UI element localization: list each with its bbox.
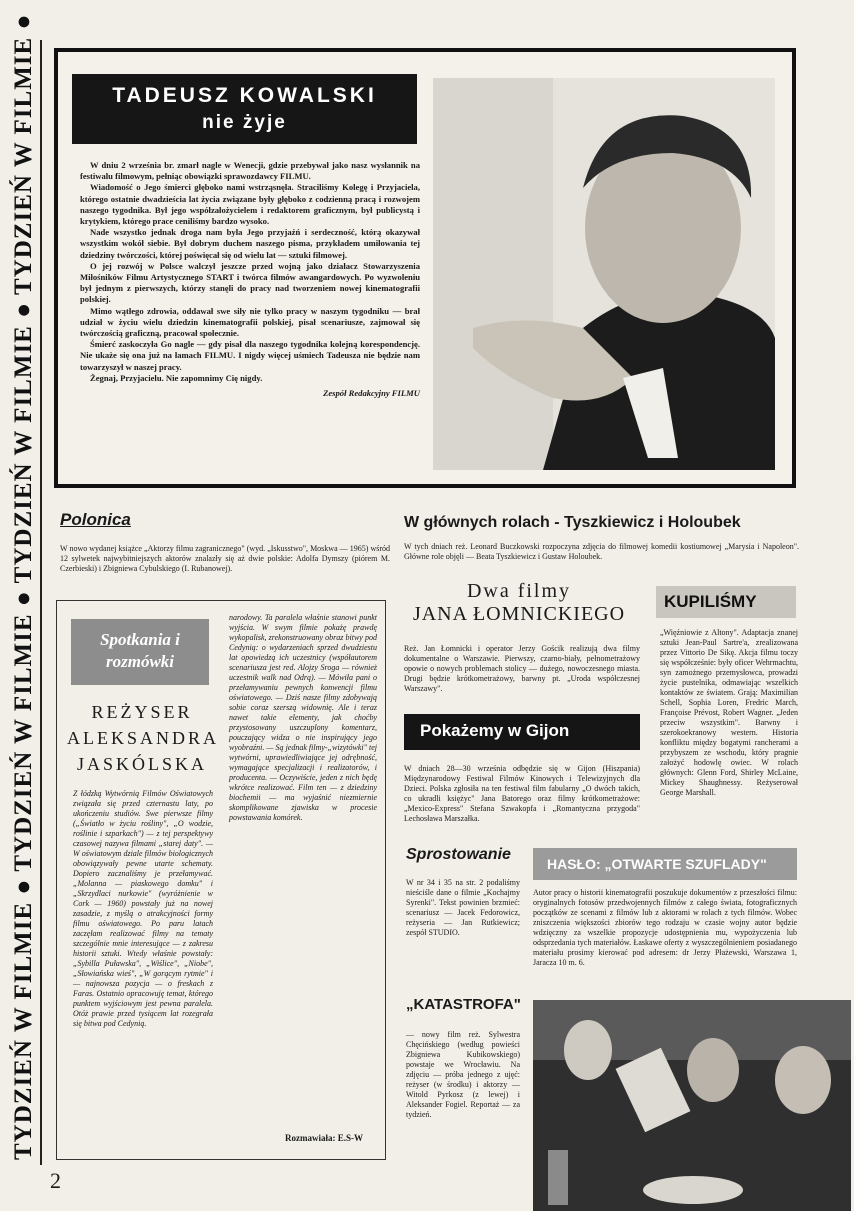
page-number: 2: [50, 1168, 61, 1193]
obituary-title-block: [72, 74, 417, 144]
polonica-text: W nowo wydanej książce „Aktorzy filmu zagranicznego" (wyd. „Iskusstwo", Moskwa — 1965) wśród 12 sylwetek najwybitniejszych aktorów znalazły się aż dwie polskie: Adolfa Dymszy (piórem M. Czerbieski) i Zbigniewa Cybulskiego (I. Rubanowej).: [60, 544, 390, 573]
sidebar-rule: [40, 40, 42, 1165]
sprostowanie-text: W nr 34 i 35 na str. 2 podaliśmy nieściśle dane o filmie „Kochajmy Syrenki". Tekst powinien brzmieć: scenariusz — Jacek Fedorowicz, reżyseria — Jan Rutkiewicz; zespół STUDIO.: [406, 878, 520, 937]
obituary-paragraph: Śmierć zaskoczyła Go nagle — gdy pisał dla naszego tygodnika kolejną korespondencję. Nie ukaże się ona już na łamach FILMU. I nigdy więcej uśmiech Tadeusza nie będzie nam towarzyszył w naszej pracy.: [80, 339, 420, 372]
lomnicki-header: [404, 580, 634, 626]
sidebar: [0, 0, 48, 1211]
obituary-paragraph: Wiadomość o Jego śmierci głęboko nami wstrząsnęła. Straciliśmy Kolegę i Przyjaciela, którego ostatnie dwadzieścia lat życia związane były głęboko z codzienną pracą i rozwojem naszego tygodnika. Był jego współzałożycielem i redaktorem graficznym, był publicystą i krytykiem, którego prace ceniliśmy bardzo wysoko.: [80, 182, 420, 227]
interview-column-1: Z łódzką Wytwórnią Filmów Oświatowych związała się przed czternastu laty, po ukończeniu studiów. Swe pierwsze filmy („Światło w życiu rośliny", „O wodzie, roślinie i szparkach") — z tej perspektywy czasowej nazywa filmami „starej daty". — W oświatowym dziale filmów biologicznych obowiązywały pewne utarte schematy. Dopiero zacznaliśmy je przełamywać. „Molanna — piaskowego domku" i „Skrzydlaci nurkowie" (wyróżnienie w Cork — 1960) powstały już na nowej zasadzie, z myślą o atrakcyjności formy filmu oświatowego. Po paru latach zaczęłam realizować filmy na tematy szczególnie mnie interesujące — z zakresu historii sztuki. Wtedy właśnie powstały: „Sybilla Puławska", „Wiślice", „Niobe", „Słowiańska wieś", „W gorącym rytmie" i — najnowsza pozycja — o freskach z Faras. Ostatnio opracowuję temat, którego punktem wyjściowym jest pewna paralela. Otóż prawie przed tysiącem lat rozegrała się bitwa pod Cedynią.: [73, 789, 213, 1028]
roles-text: W tych dniach reż. Leonard Buczkowski rozpoczyna zdjęcia do filmowej komedii kostiumowej „Marysia i Napoleon". Główne role objęli — Beata Tyszkiewicz i Gustaw Holoubek.: [404, 542, 799, 561]
obituary-paragraph: Nade wszystko jednak droga nam była Jego przyjaźń i serdeczność, którą okazywał wszystkim wokół siebie. Był dobrym duchem naszego pisma, przykładem umiłowania tej dziedziny twórczości, której poświęcał się od wielu lat — sztuki filmowej.: [80, 227, 420, 260]
obituary-subtitle: nie żyje: [202, 112, 287, 133]
haslo-heading: HASŁO: „OTWARTE SZUFLADY": [533, 848, 797, 880]
lomnicki-line-2: JANA ŁOMNICKIEGO: [412, 603, 626, 625]
obituary-paragraph: Żegnaj, Przyjacielu. Nie zapomnimy Cię nigdy.: [90, 372, 263, 383]
obituary-paragraph: Mimo wątłego zdrowia, oddawał swe siły nie tylko pracy w naszym tygodniku — brał udział w życiu wielu dziedzin kinematografii polskiej, pisał scenariusze, zajmował się twórczością graficzną, pracował społecznie.: [80, 305, 420, 339]
polonica-heading: Polonica: [60, 510, 131, 529]
obituary-title: TADEUSZ KOWALSKI: [112, 84, 377, 107]
obituary-signature: Zespół Redakcyjny FILMU: [323, 388, 420, 399]
roles-heading: W głównych rolach - Tyszkiewicz i Holoubek: [404, 514, 741, 531]
kupilismy-heading: KUPILIŚMY: [656, 586, 796, 618]
katastrofa-text: — nowy film reż. Sylwestra Chęcińskiego (według powieści Zbigniewa Kubikowskiego) powstaje we Wrocławiu. Na zdjęciu — próba jednego z ujęć: reżyser (w środku) i aktorzy — Witold Pyrkosz (z lewej) i Aleksander Fogiel. Reportaż — za tydzień.: [406, 1030, 520, 1119]
obituary-paragraph: W dniu 2 września br. zmarł nagle w Wenecji, gdzie przebywał jako nasz wysłannik na festiwalu filmowym, pełniąc obowiązki sprawozdawcy FILMU.: [80, 160, 420, 182]
obituary-text: [80, 160, 420, 399]
interview-column-2: narodowy. Ta paralela właśnie stanowi punkt wyjścia. W swym filmie pokażę prawdę wykopalisk, zrekonstruowany obraz bitwy pod Cedynią: o wydarzeniach sprzed dwudziestu lat opowiedzą ich uczestnicy (współautorem scenariusza jest red. Alojzy Sroga — również uczestnik walk nad Odrą). — Mówiła pani o przełamywaniu pewnych konwencji filmu oświatowego. — Dziś nasze filmy zdobywają sobie coraz szerszą widownię. Ale i teraz nawet takie elementy, jak choćby przystosowany uszczuplony komentarz, pouczający widza o nie inspirujący jego wyobraźni. — Są jednak filmy-„wizytówki" tej wytwórni, uprawiedliwiające jej odrębność, wymagające specjalizacji i realizatorów, i producenta. — Oczywiście, jeden z nich będę wkrótce realizować. Film ten — z dziedziny biochemii — ma wyjaśnić niezmiernie skomplikowane zjawiska w procesie powstawania komórek.: [229, 613, 377, 822]
interview-title: REŻYSER ALEKSANDRA JASKÓLSKA: [67, 702, 220, 774]
lomnicki-line-1: Dwa filmy: [466, 580, 572, 602]
lomnicki-text: Reż. Jan Łomnicki i operator Jerzy Gościk realizują dwa filmy dokumentalne o Warszawie. Pierwszy, czarno-biały, pełnometrażowy opowie o nowych problemach stolicy — dużego, nowoczesnego miasta. Drugi będzie krótkometrażowy, barwny pt. „Uroda współczesnej Warszawy".: [404, 644, 640, 693]
katastrofa-heading: „KATASTROFA": [406, 996, 521, 1013]
kupilismy-text: „Więźniowie z Altony". Adaptacja znanej sztuki Jean-Paul Sartre'a, zrealizowana przez Vittorio De Sikę. Akcja filmu toczy się współcześnie: były oficer Wehrmachtu, syn zamożnego przemysłowca, prowadzi życie pustelnika, odmawiając wszelkich kontaktów ze światem. Grają: Maximilian Schell, Sophia Loren, Fredric March, Françoise Prévost, Robert Wagner. „Jeden przeciw wszystkim". Barwny i szerokoekranowy western. Historia konfliktu między bogatymi rancherami a przybyszem ze wschodu, który pragnie założyć hodowlę owiec. W rolach głównych: Glenn Ford, Shirley McLaine, Mickey Shaughnessy. Reżyserował George Marshall.: [660, 628, 798, 797]
group-photo-illustration: [533, 1000, 851, 1211]
portrait-illustration: [433, 78, 775, 470]
group-photo: [533, 1000, 851, 1211]
gijon-text: W dniach 28—30 września odbędzie się w Gijon (Hiszpania) Międzynarodowy Festiwal Filmów Kinowych i Telewizyjnych dla Dzieci. Polska zgłosiła na ten festiwal film fabularny „O dwóch takich, co ukradli księżyc" Jana Batorego oraz filmy krótkometrażowe: „Mexico-Express" Stefana Szwakopfa i „Romantyczna przygoda" Lechosława Marszałka.: [404, 764, 640, 823]
interview-badge: Spotkania i rozmówki: [71, 619, 209, 685]
interview-box: [56, 600, 386, 1160]
haslo-text: Autor pracy o historii kinematografii poszukuje dokumentów z przeszłości filmu: oryginalnych fotosów przedwojennych filmów z całego świata, fotograficznych początków ze scenami z filmów lub z aktorami w rolach z tych filmów. Wobec zniszczenia większości zbiorów tego rodzaju w czasie wojny autor będzie wdzięczny za wszelkie propozycje udostępnienia mu, wypożyczenia lub odsprzedania tych materiałów. Łaskawe oferty z wyszczególnieniem posiadanego materiału prosimy kierować pod adresem: dr Jerzy Płażewski, Warszawa 1, Jaracza 10 m. 6.: [533, 888, 797, 967]
obituary-box: [54, 48, 796, 488]
gijon-heading: Pokażemy w Gijon: [404, 714, 640, 750]
portrait-photo: [433, 78, 775, 470]
interview-signature: Rozmawiała: E.S-W: [285, 1133, 363, 1143]
sprostowanie-heading: Sprostowanie: [406, 846, 511, 863]
sidebar-text: TYDZIEŃ W FILMIE ● TYDZIEŃ W FILMIE ● TYDZIEŃ W FILMIE ● TYDZIEŃ W FILMIE ●: [10, 13, 37, 1160]
obituary-paragraph: O jej rozwój w Polsce walczył jeszcze przed wojną jako działacz Stowarzyszenia Miłośników Filmu Artystycznego START i twórca filmów awangardowych. Po wyzwoleniu był jednym z pierwszych, którzy stanęli do pracy nad tworzeniem nowej kinematografii polskiej.: [80, 260, 420, 305]
